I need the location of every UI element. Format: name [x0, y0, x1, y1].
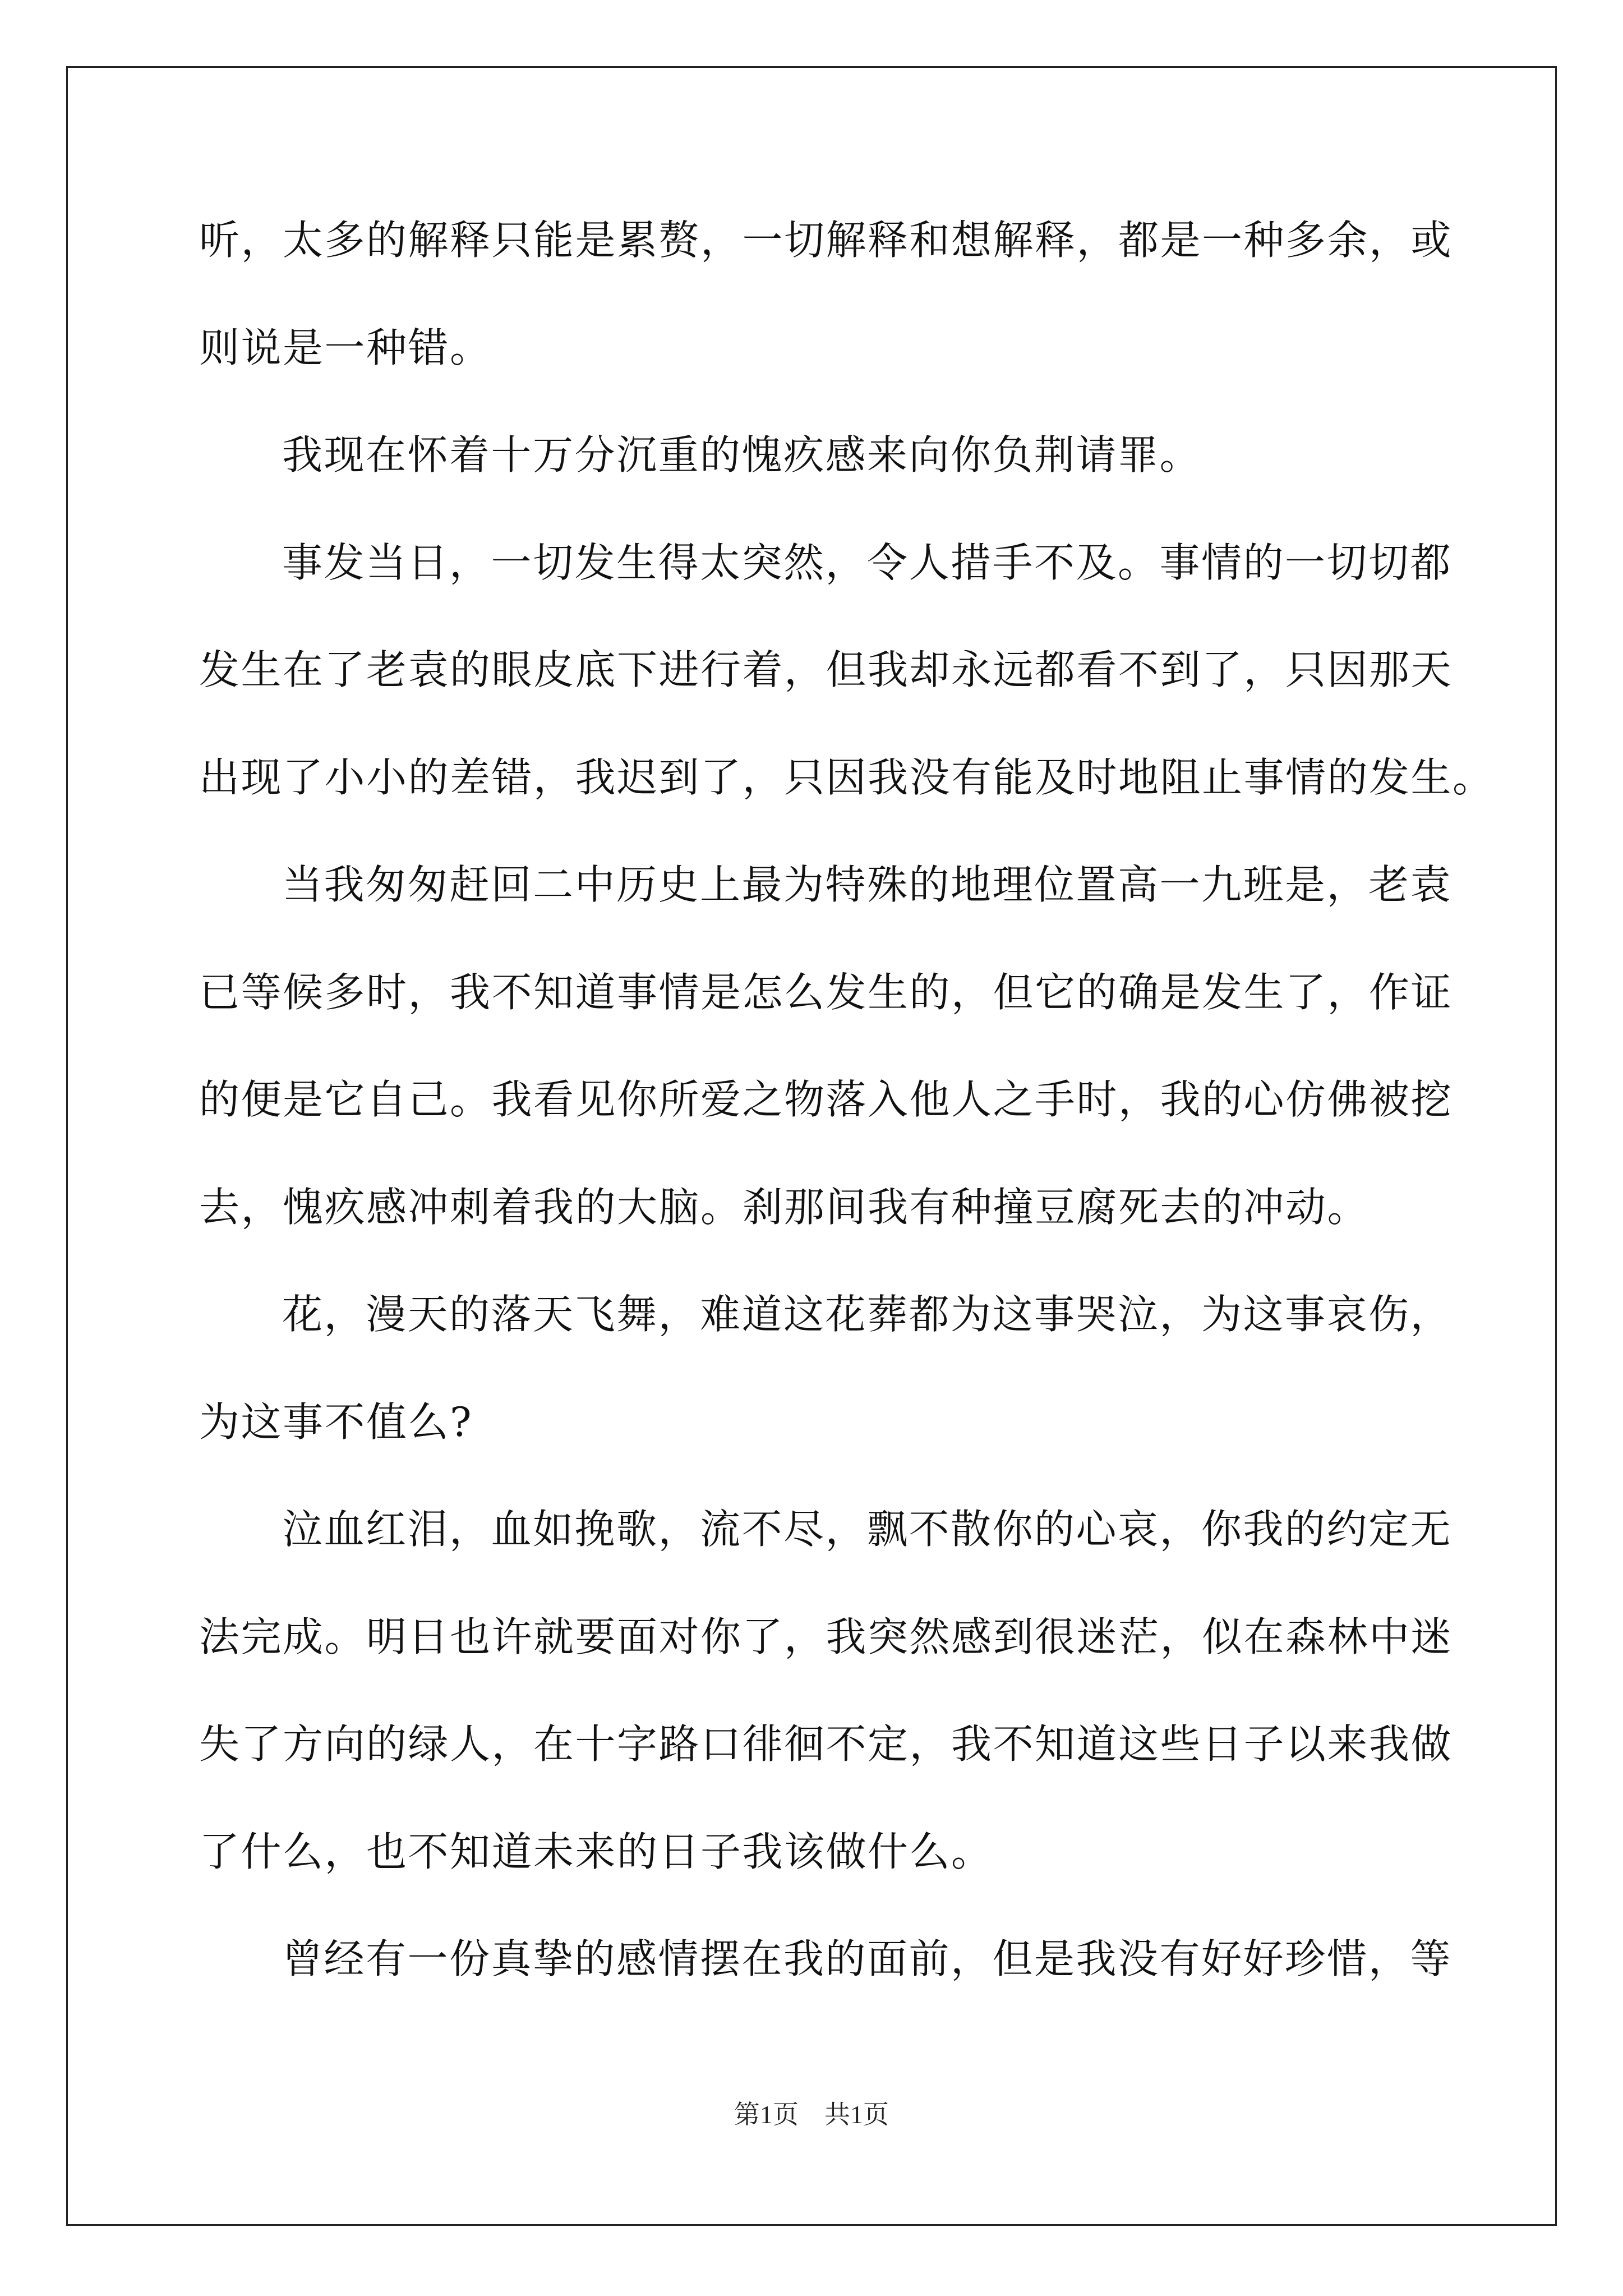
text-line: 出现了小小的差错，我迟到了，只因我没有能及时地阻止事情的发生。: [199, 753, 1495, 801]
text-line: 发生在了老袁的眼皮底下进行着，但我却永远都看不到了，只因那天: [199, 646, 1453, 693]
text-line: 的便是它自己。我看见你所爱之物落入他人之手时，我的心仿佛被挖: [199, 1076, 1453, 1123]
text-line: 失了方向的绿人，在十字路口徘徊不定，我不知道这些日子以来我做: [199, 1720, 1453, 1768]
text-line: 事发当日，一切发生得太突然，令人措手不及。事情的一切切都: [282, 539, 1453, 586]
text-line: 泣血红泪，血如挽歌，流不尽，飘不散你的心哀，你我的约定无: [282, 1506, 1453, 1553]
text-line: 则说是一种错。: [199, 324, 492, 371]
text-line: 听，太多的解释只能是累赘，一切解释和想解释，都是一种多余，或: [199, 217, 1453, 264]
page-border: [66, 66, 1557, 2226]
page-footer: 第1页 共1页: [734, 2100, 889, 2129]
text-line: 为这事不值么?: [199, 1398, 473, 1446]
text-line: 了什么，也不知道未来的日子我该做什么。: [199, 1828, 993, 1875]
text-line: 当我匆匆赶回二中历史上最为特殊的地理位置高一九班是，老袁: [282, 861, 1453, 908]
text-line: 我现在怀着十万分沉重的愧疚感来向你负荆请罪。: [282, 431, 1202, 478]
text-line: 去，愧疚感冲刺着我的大脑。刹那间我有种撞豆腐死去的冲动。: [199, 1183, 1370, 1231]
text-line: 已等候多时，我不知道事情是怎么发生的，但它的确是发生了，作证: [199, 968, 1453, 1016]
text-line: 花，漫天的落天飞舞，难道这花葬都为这事哭泣，为这事哀伤，: [282, 1291, 1453, 1338]
text-line: 法完成。明日也许就要面对你了，我突然感到很迷茫，似在森林中迷: [199, 1613, 1453, 1660]
text-line: 曾经有一份真挚的感情摆在我的面前，但是我没有好好珍惜，等: [282, 1935, 1453, 1982]
